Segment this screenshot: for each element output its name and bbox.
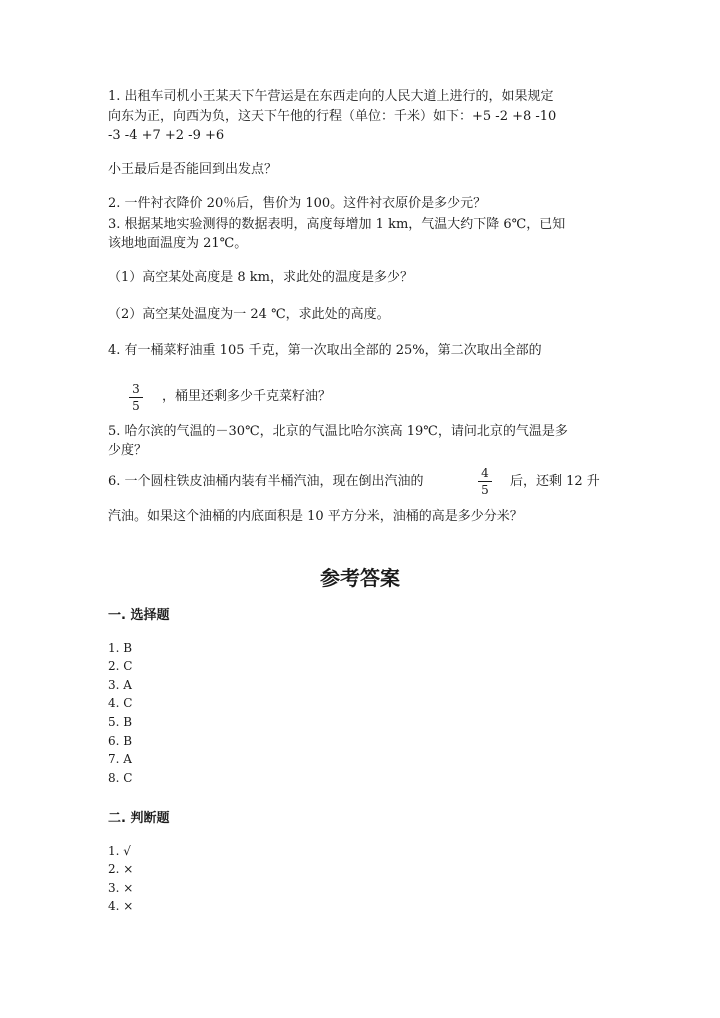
answer-item: 3. × xyxy=(108,881,134,895)
answer-item: 3. A xyxy=(108,678,132,692)
q3-sub1: （1）高空某处高度是 8 km，求此处的温度是多少？ xyxy=(108,270,414,285)
q3-sub2: （2）高空某处温度为一 24 ℃，求此处的高度。 xyxy=(108,307,390,322)
answer-item: 4. × xyxy=(108,899,134,913)
q4-line2: ，桶里还剩多少千克菜籽油？ xyxy=(162,389,332,404)
answer-item: 2. C xyxy=(108,659,133,673)
answer-item: 2. × xyxy=(108,862,134,876)
q1-line3: -3 -4 +7 +2 -9 +6 xyxy=(108,128,225,143)
section-choice-heading: 一. 选择题 xyxy=(108,608,170,623)
answers-title: 参考答案 xyxy=(320,566,400,590)
answer-item: 6. B xyxy=(108,734,133,748)
q1-line4: 小王最后是否能回到出发点？ xyxy=(108,162,278,177)
q6-line2: 汽油。如果这个油桶的内底面积是 10 平方分米，油桶的高是多少分米？ xyxy=(108,509,523,524)
q4-line1: 4. 有一桶菜籽油重 105 千克，第一次取出全部的 25%，第二次取出全部的 xyxy=(108,343,542,358)
q3-line1: 3. 根据某地实验测得的数据表明，高度每增加 1 km，气温大约下降 6℃，已知 xyxy=(108,217,566,232)
answer-item: 7. A xyxy=(108,752,132,766)
answer-item: 1. B xyxy=(108,641,133,655)
answer-item: 5. B xyxy=(108,715,133,729)
q1-line1: 1. 出租车司机小王某天下午营运是在东西走向的人民大道上进行的，如果规定 xyxy=(108,89,554,104)
answer-item: 8. C xyxy=(108,771,133,785)
q5-line1: 5. 哈尔滨的气温的－30℃，北京的气温比哈尔滨高 19℃，请问北京的气温是多 xyxy=(108,424,568,439)
q6-frac-numerator: 4 xyxy=(478,466,492,482)
q6-frac-denominator: 5 xyxy=(481,483,489,497)
q6-line1b: 后，还剩 12 升 xyxy=(510,474,600,489)
section-judge-heading: 二. 判断题 xyxy=(108,811,170,826)
q2-line: 2. 一件衬衣降价 20％后，售价为 100。这件衬衣原价是多少元？ xyxy=(108,196,487,211)
q4-frac-denominator: 5 xyxy=(132,399,140,413)
q6-line1a: 6. 一个圆柱铁皮油桶内装有半桶汽油，现在倒出汽油的 xyxy=(108,474,424,489)
q5-line2: 少度？ xyxy=(108,443,148,458)
q4-fraction xyxy=(129,382,143,413)
q4-frac-numerator: 3 xyxy=(129,382,143,398)
q6-fraction xyxy=(478,466,492,497)
q3-line2: 该地地面温度为 21℃。 xyxy=(108,236,248,251)
q1-line2: 向东为正，向西为负，这天下午他的行程（单位：千米）如下：+5 -2 +8 -10 xyxy=(108,109,557,124)
answer-item: 4. C xyxy=(108,696,133,710)
answer-item: 1. √ xyxy=(108,844,131,858)
